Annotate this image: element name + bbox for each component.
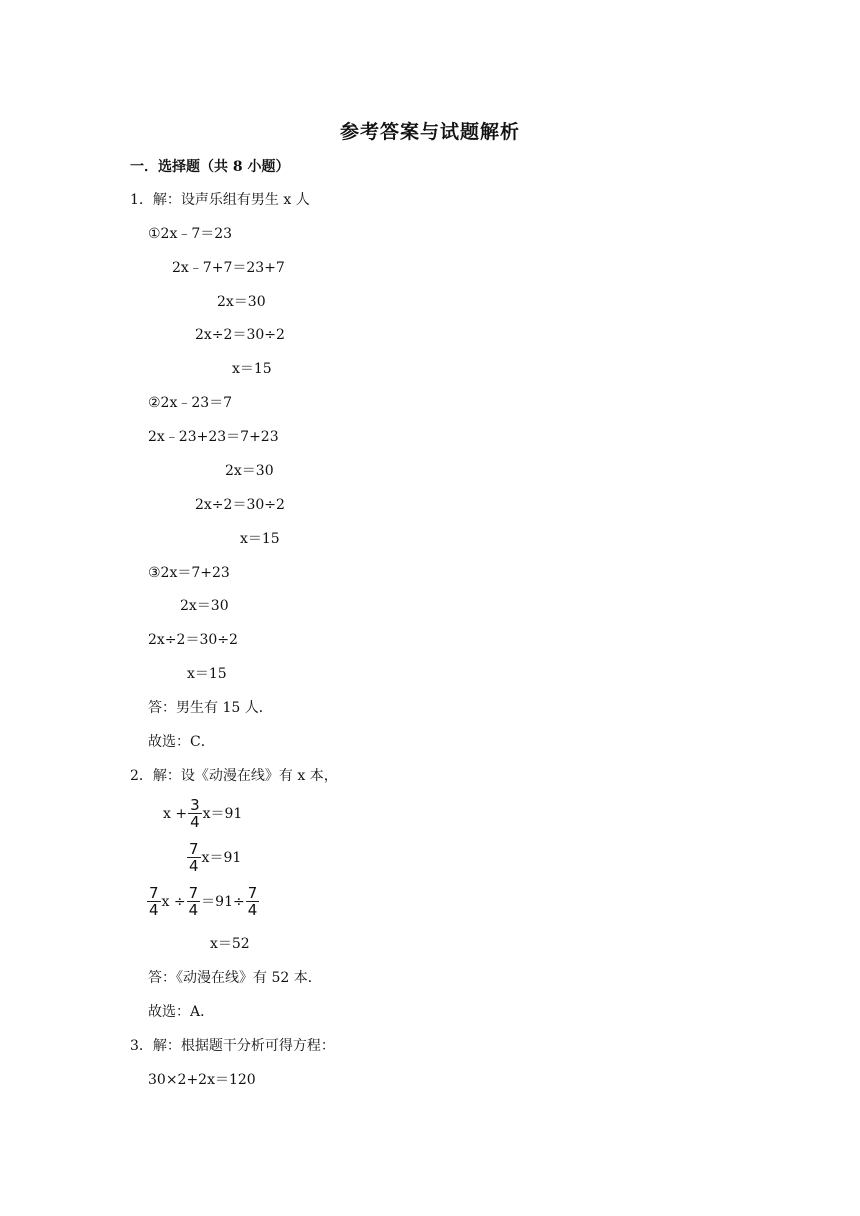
eq-text: x + [163, 805, 188, 822]
q1-line: 2x﹣23+23＝7+23 [148, 429, 279, 445]
q1-line: 2x÷2＝30÷2 [148, 632, 238, 648]
q1-line: 2x＝30 [180, 598, 229, 614]
fraction [147, 885, 161, 918]
q3-header: 3．解：根据题干分析可得方程： [130, 1038, 335, 1054]
q1-line: x＝15 [187, 666, 227, 682]
q1-line: 2x＝30 [217, 294, 266, 310]
section-heading: 一．选择题（共 8 小题） [130, 159, 290, 175]
q2-equation-3 [146, 885, 260, 918]
q3-line: 30×2+2x＝120 [148, 1072, 256, 1088]
fraction [246, 885, 260, 918]
q1-line: 2x÷2＝30÷2 [195, 327, 285, 343]
eq-text: x＝91 [202, 805, 243, 822]
fraction-denominator: 4 [149, 901, 159, 919]
q2-equation-2 [186, 841, 241, 874]
fraction-numerator: 3 [190, 796, 200, 814]
fraction-denominator: 4 [247, 901, 258, 919]
fraction-denominator: 4 [188, 901, 199, 919]
fraction [187, 841, 201, 874]
q2-header: 2．解：设《动漫在线》有 x 本， [130, 768, 338, 784]
eq-text: x ÷ [161, 893, 186, 910]
page-title: 参考答案与试题解析 [339, 121, 520, 143]
q2-equation-1 [163, 797, 242, 830]
q2-line: x＝52 [210, 936, 250, 952]
q1-line: 2x＝30 [225, 463, 274, 479]
eq-text: x＝91 [201, 849, 242, 866]
q1-line: x＝15 [232, 361, 272, 377]
fraction-numerator: 7 [247, 884, 258, 902]
fraction-numerator: 7 [149, 884, 159, 902]
q1-header: 1．解：设声乐组有男生 x 人 [130, 192, 310, 208]
q1-answer: 答：男生有 15 人． [148, 700, 273, 716]
fraction [187, 885, 201, 918]
q2-choice: 故选：A． [148, 1004, 215, 1020]
q1-line: 2x÷2＝30÷2 [195, 497, 285, 513]
fraction-denominator: 4 [190, 813, 200, 831]
fraction [188, 797, 202, 830]
q1-line: x＝15 [240, 531, 280, 547]
fraction-numerator: 7 [189, 840, 199, 858]
q2-answer: 答：《动漫在线》有 52 本． [148, 970, 322, 986]
fraction-numerator: 7 [188, 884, 199, 902]
eq-text: ＝91÷ [201, 893, 245, 910]
q1-line: 2x﹣7+7＝23+7 [172, 260, 285, 276]
fraction-denominator: 4 [189, 857, 199, 875]
q1-choice: 故选：C． [148, 734, 215, 750]
q1-line: ②2x﹣23＝7 [148, 395, 233, 411]
q1-line: ①2x﹣7＝23 [148, 226, 233, 242]
q1-line: ③2x＝7+23 [148, 565, 230, 581]
